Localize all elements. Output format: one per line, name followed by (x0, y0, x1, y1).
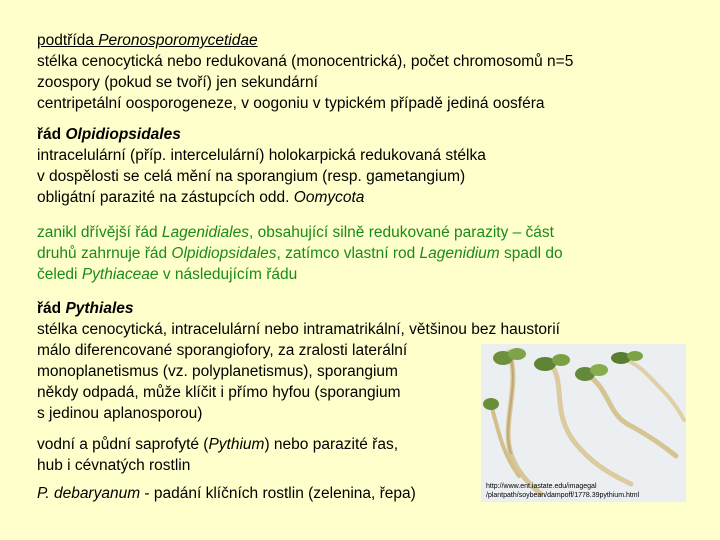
order-name: Pythiales (65, 300, 134, 317)
olpidiopsidales-section (37, 124, 486, 208)
note-line (37, 222, 563, 243)
order-line (37, 187, 486, 208)
order-name: Olpidiopsidales (65, 126, 181, 143)
order-prefix: řád (37, 300, 66, 317)
example-species: P. debaryanum (37, 485, 141, 502)
note-text: , zatímco vlastní rod (276, 245, 420, 262)
note-text: spadl do (499, 245, 563, 262)
photo-credit-url: /plantpath/soybean/dampoff/1778.39pythium.html (486, 492, 640, 499)
note-text: druhů zahrnuje řád (37, 245, 172, 262)
order-line: intracelulární (příp. intercelulární) holokarpická redukovaná stélka (37, 147, 486, 164)
note-text: v následujícím řádu (158, 266, 298, 283)
order-line: s jedinou aplanosporou) (37, 405, 203, 422)
subclass-line: centripetální oosporogeneze, v oogoniu v typickém případě jediná oosféra (37, 95, 545, 112)
ecology-taxon: Pythium (208, 436, 265, 453)
order-line: v dospělosti se celá mění na sporangium (resp. gametangium) (37, 168, 466, 185)
photo-credit-url: http://www.ent.iastate.edu/imagegal (486, 483, 597, 490)
order-heading-olpidiopsidales (37, 124, 486, 145)
note-text: čeledi (37, 266, 82, 283)
order-line: monoplanetismus (vz. polyplanetismus), sporangium (37, 363, 398, 380)
seedling-photo (481, 344, 686, 502)
subclass-name: Peronosporomycetidae (98, 32, 258, 49)
order-heading-pythiales (37, 298, 560, 319)
order-line-taxon: Oomycota (293, 189, 365, 206)
order-line: někdy odpadá, může klíčit i přímo hyfou (sporangium (37, 384, 401, 401)
note-taxon: Lagenidiales (161, 224, 249, 241)
note-text: , obsahující silně redukované parazity – část (248, 224, 554, 241)
ecology-text: ) nebo parazité řas, (264, 436, 399, 453)
subclass-line: stélka cenocytická nebo redukovaná (monocentrická), počet chromosomů n=5 (37, 53, 574, 70)
ecology-line (37, 434, 398, 455)
subclass-line: zoospory (pokud se tvoří) jen sekundární (37, 74, 318, 91)
lagenidiales-note (37, 222, 563, 285)
ecology-line: hub i cévnatých rostlin (37, 457, 191, 474)
subclass-heading (37, 30, 573, 51)
note-taxon: Olpidiopsidales (171, 245, 277, 262)
note-line (37, 264, 563, 285)
subclass-section (37, 30, 573, 114)
note-text: zanikl dřívější řád (37, 224, 162, 241)
seedling-illustration (481, 344, 686, 502)
order-line-text: obligátní parazité na zástupcích odd. (37, 189, 294, 206)
note-line (37, 243, 563, 264)
subclass-prefix: podtřída (37, 32, 99, 49)
note-taxon: Pythiaceae (81, 266, 159, 283)
ecology-text: vodní a půdní saprofyté ( (37, 436, 209, 453)
pythiales-example (37, 483, 416, 504)
order-prefix: řád (37, 126, 66, 143)
note-taxon: Lagenidium (419, 245, 500, 262)
example-line (37, 483, 416, 504)
example-text: - padání klíčních rostlin (zelenina, řepa) (140, 485, 416, 502)
order-line: stélka cenocytická, intracelulární nebo intramatrikální, většinou bez haustorií (37, 321, 560, 338)
pythiales-ecology (37, 434, 398, 476)
order-line: málo diferencované sporangiofory, za zralosti laterální (37, 342, 408, 359)
